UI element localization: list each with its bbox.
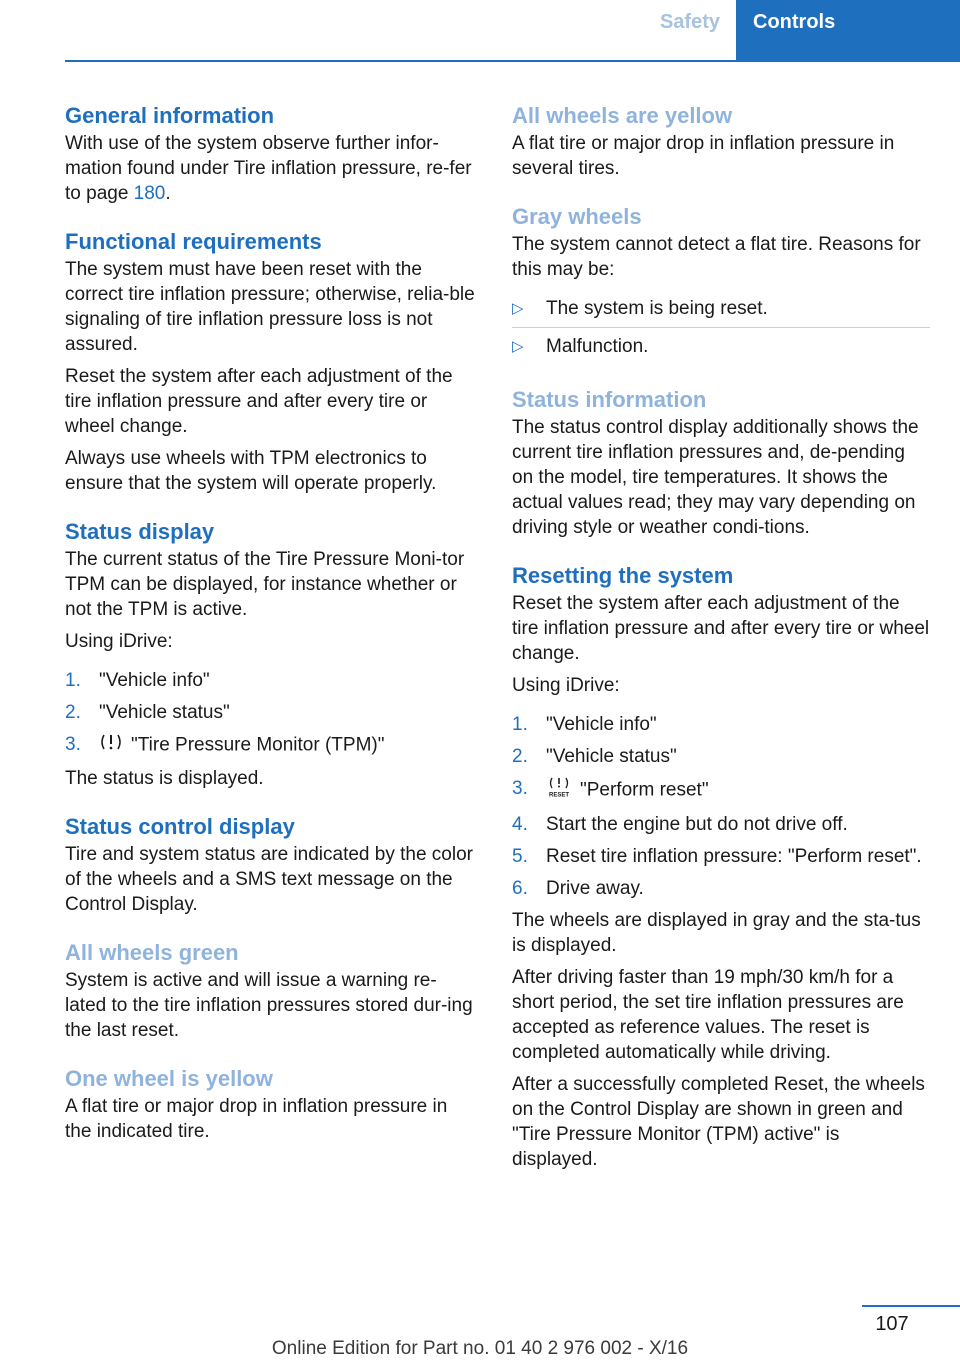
tire-pressure-warning-icon bbox=[99, 732, 123, 759]
using-idrive-label: Using iDrive: bbox=[65, 631, 173, 652]
gray-wheels-heading: Gray wheels bbox=[512, 204, 642, 229]
list-item: ▷ The system is being reset. bbox=[512, 296, 930, 328]
footer-rule bbox=[862, 1305, 960, 1307]
general-information-heading: General information bbox=[65, 103, 275, 128]
reset-text-completed: After a successfully completed Reset, the wheels on the Control Display are shown in green and "Tire Pressure Monitor (TPM) active" is displayed. bbox=[512, 1074, 925, 1170]
all-wheels-yellow-heading: All wheels are yellow bbox=[512, 103, 733, 128]
gray-wheels-text: The system cannot detect a flat tire. Reasons for this may be: bbox=[512, 234, 921, 280]
page-link-180[interactable]: 180 bbox=[133, 183, 166, 204]
triangle-bullet-icon: ▷ bbox=[512, 338, 524, 355]
functional-requirements-text-2: Reset the system after each adjustment of the tire inflation pressure and after every tire or wheel change. bbox=[65, 366, 453, 437]
list-item: 6. Drive away. bbox=[512, 878, 644, 899]
list-item: 4. Start the engine but do not drive off. bbox=[512, 814, 848, 835]
list-item: 5. Reset tire inflation pressure: "Perform reset". bbox=[512, 846, 922, 867]
status-display-text: The current status of the Tire Pressure Moni-tor TPM can be displayed, for instance whether or not the TPM is active. bbox=[65, 549, 465, 620]
status-display-heading: Status display bbox=[65, 519, 215, 544]
functional-requirements-text-1: The system must have been reset with the correct tire inflation pressure; otherwise, relia-ble signaling of tire inflation pressure loss is not assured. bbox=[65, 259, 475, 355]
status-information-text: The status control display additionally shows the current tire inflation pressures and, de-pending on the model, tire temperatures. It shows the actual values read; they may vary depending on driving style or weather condi-tions. bbox=[512, 417, 919, 538]
all-wheels-green-heading: All wheels green bbox=[65, 940, 239, 965]
section-tabs bbox=[636, 0, 960, 61]
list-item: 2. "Vehicle status" bbox=[65, 702, 230, 723]
reset-text-wheels-gray: The wheels are displayed in gray and the sta-tus is displayed. bbox=[512, 910, 921, 956]
triangle-bullet-icon: ▷ bbox=[512, 300, 524, 317]
one-wheel-yellow-heading: One wheel is yellow bbox=[65, 1066, 273, 1091]
tab-controls[interactable]: Controls bbox=[736, 0, 960, 61]
tire-pressure-reset-icon bbox=[546, 776, 572, 805]
all-wheels-green-text: System is active and will issue a warning re-lated to the tire inflation pressures stored dur-ing the last reset. bbox=[65, 970, 473, 1041]
header-rule bbox=[65, 60, 960, 62]
status-steps-list bbox=[65, 668, 475, 759]
general-information-text: With use of the system observe further infor-mation found under Tire inflation pressure, re-fer to page 180. bbox=[65, 133, 472, 204]
status-control-display-text: Tire and system status are indicated by the color of the wheels and a SMS text message on the Control Display. bbox=[65, 844, 473, 915]
using-idrive-label: Using iDrive: bbox=[512, 675, 620, 696]
list-item: 1. "Vehicle info" bbox=[65, 670, 210, 691]
reset-icon-label: RESET bbox=[548, 792, 570, 798]
reset-steps-list bbox=[512, 712, 930, 901]
resetting-system-text: Reset the system after each adjustment of the tire inflation pressure and after every tire or wheel change. bbox=[512, 593, 930, 664]
page-number: 107 bbox=[875, 1313, 909, 1335]
status-information-heading: Status information bbox=[512, 387, 707, 412]
page-footer bbox=[0, 1305, 960, 1362]
gray-wheels-reasons-list bbox=[512, 296, 930, 365]
left-column bbox=[65, 101, 475, 1151]
right-column bbox=[512, 101, 930, 1179]
all-wheels-yellow-text: A flat tire or major drop in inflation pressure in several tires. bbox=[512, 133, 895, 179]
list-item: 1. "Vehicle info" bbox=[512, 714, 657, 735]
status-control-display-heading: Status control display bbox=[65, 814, 295, 839]
edition-text: Online Edition for Part no. 01 40 2 976 002 - X/16 bbox=[271, 1338, 689, 1359]
resetting-system-heading: Resetting the system bbox=[512, 563, 734, 588]
list-item: 2. "Vehicle status" bbox=[512, 746, 677, 767]
functional-requirements-text-3: Always use wheels with TPM electronics to ensure that the system will operate properly. bbox=[65, 448, 437, 494]
list-item: ▷ Malfunction. bbox=[512, 336, 649, 357]
reset-text-driving: After driving faster than 19 mph/30 km/h for a short period, the set tire inflation pressures are accepted as reference values. The reset is completed automatically while driving. bbox=[512, 967, 904, 1063]
list-item: 3. RESET "Perform reset" bbox=[512, 776, 930, 805]
one-wheel-yellow-text: A flat tire or major drop in inflation pressure in the indicated tire. bbox=[65, 1096, 448, 1142]
status-displayed-text: The status is displayed. bbox=[65, 768, 264, 789]
tab-safety[interactable]: Safety bbox=[636, 0, 736, 61]
functional-requirements-heading: Functional requirements bbox=[65, 229, 322, 254]
list-item: 3. "Tire Pressure Monitor (TPM)" bbox=[65, 732, 475, 759]
